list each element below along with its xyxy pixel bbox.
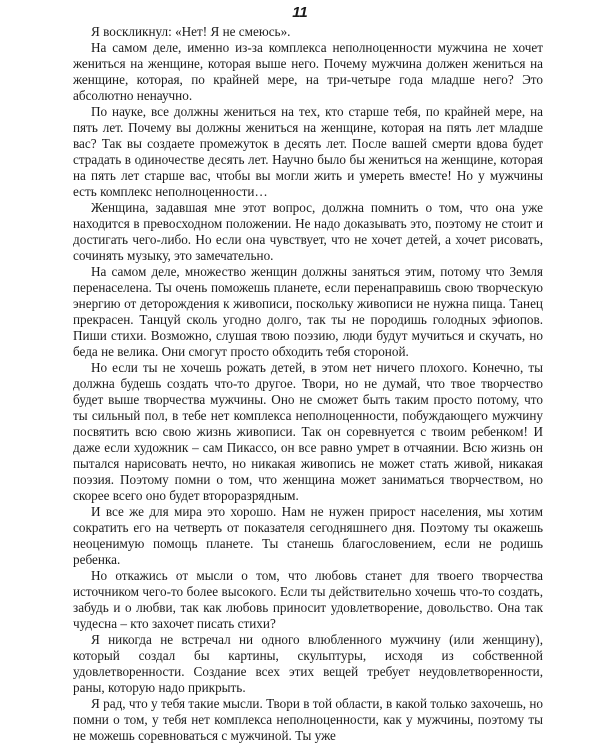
paragraph: И все же для мира это хорошо. Нам не нужен прирост населения, мы хотим сократить его на четверть от показателя сегодняшнего дня. Поэтому ты окажешь неоценимую помощь планете. Ты станешь благословением, если не родишь ребенка. bbox=[73, 504, 543, 567]
paragraph: Я рад, что у тебя такие мысли. Твори в той области, в какой только захочешь, но помни о том, у тебя нет комплекса неполноценности, как у мужчины, поэтому ты не можешь соревноваться с мужчиной. Ты уже bbox=[73, 696, 543, 743]
paragraph: Я никогда не встречал ни одного влюбленного мужчину (или женщину), который создал бы картины, скульптуры, исходя из собственной удовлетворенности. Создание всех этих вещей требует неудовлетворенности, раны, которую надо прикрыть. bbox=[73, 632, 543, 695]
paragraph: По науке, все должны жениться на тех, кто старше тебя, по крайней мере, на пять лет. Почему вы должны жениться на женщине, которая на пять лет младше вас? Так вы создаете промежуток в десять лет. После вашей смерти вдова будет страдать в одиночестве десять лет. Научно было бы жениться на женщине, которая на пять лет старше вас, чтобы вы могли жить и умереть вместе! Но у мужчины есть комплекс неполноценности… bbox=[73, 104, 543, 199]
paragraph: На самом деле, множество женщин должны заняться этим, потому что Земля перенаселена. Ты очень поможешь планете, если перенаправишь свою творческую энергию от деторождения к живописи, поскольку живописи не нужна пища. Танец прекрасен. Танцуй сколь угодно долго, так ты не породишь голодных эфиопов. Пиши стихи. Возможно, слушая твою поэзию, люди будут мучиться и скучать, но беда не велика. Они смогут просто обходить тебя стороной. bbox=[73, 264, 543, 359]
paragraph: Женщина, задавшая мне этот вопрос, должна помнить о том, что она уже находится в превосходном положении. Не надо доказывать это, поэтому не стоит и достигать чего-либо. Но если она чувствует, что не хочет детей, а хочет рисовать, сочинять музыку, это замечательно. bbox=[73, 200, 543, 263]
paragraph: Но если ты не хочешь рожать детей, в этом нет ничего плохого. Конечно, ты должна будешь создать что-то другое. Твори, но не думай, что твое творчество будет выше творчества мужчины. Оно не сможет быть таким просто потому, что ты сильный пол, в тебе нет комплекса неполноценности, побуждающего мужчину посвятить всю свою жизнь живописи. Так он соревнуется с твоим ребенком! И даже если художник – сам Пикассо, он все равно умрет в отчаянии. Всю жизнь он пытался нарисовать нечто, но никакая живопись не может стать живой, никакая поэзия. Поэтому помни о том, что женщина может заниматься творчеством, но скорее всего оно будет второразрядным. bbox=[73, 360, 543, 503]
page-text bbox=[73, 24, 543, 744]
paragraph: Но откажись от мысли о том, что любовь станет для твоего творчества источником чего-то более высокого. Если ты действительно хочешь что-то создать, забудь и о любви, так как любовь приносит удовлетворение, довольство. Она так чудесна – кто захочет писать стихи? bbox=[73, 568, 543, 631]
paragraph: На самом деле, именно из-за комплекса неполноценности мужчина не хочет жениться на женщине, которая выше него. Почему мужчина должен жениться на женщине, которая, по крайней мере, на три-четыре года младше него? Это абсолютно ненаучно. bbox=[73, 40, 543, 103]
page-number: 11 bbox=[292, 4, 308, 21]
paragraph: Я воскликнул: «Нет! Я не смеюсь». bbox=[91, 24, 291, 39]
